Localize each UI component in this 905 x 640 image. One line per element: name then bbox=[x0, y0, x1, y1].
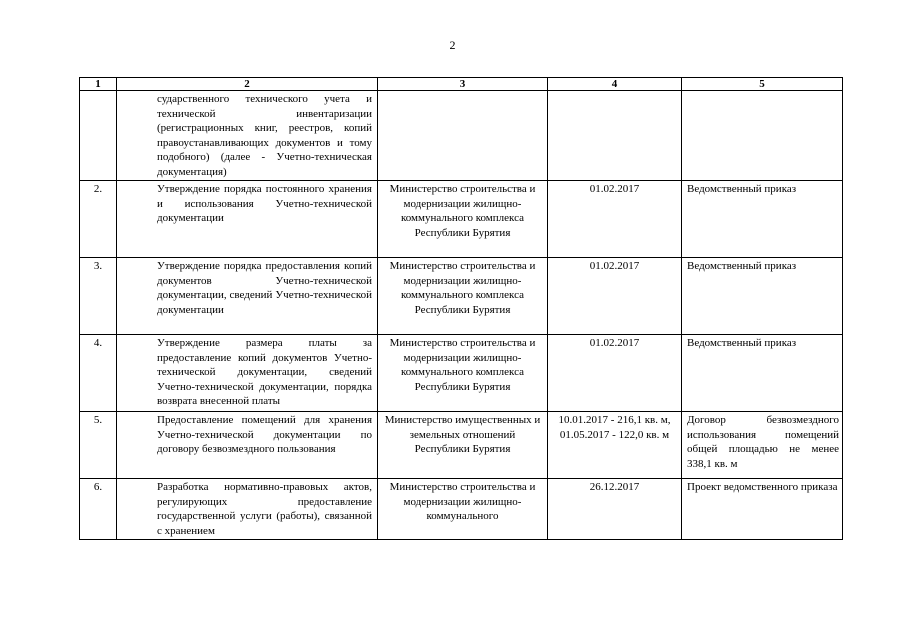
column-header: 2 bbox=[117, 78, 378, 91]
row-date: 10.01.2017 - 216,1 кв. м, 01.05.2017 - 122,0 кв. м bbox=[548, 412, 682, 479]
table-row bbox=[80, 181, 843, 258]
table-row bbox=[80, 258, 843, 335]
row-number: 5. bbox=[80, 412, 117, 479]
row-result: Договор безвозмездного использования помещений общей площадью не менее 338,1 кв. м bbox=[682, 412, 843, 479]
row-responsible: Министерство строительства и модернизации жилищно-коммунального комплекса Республики Бурятия bbox=[378, 181, 548, 258]
row-responsible: Министерство имущественных и земельных отношений Республики Бурятия bbox=[378, 412, 548, 479]
table-header-row bbox=[80, 78, 843, 91]
row-date: 01.02.2017 bbox=[548, 258, 682, 335]
row-result bbox=[682, 91, 843, 181]
row-measure-text: Утверждение размера платы за предоставление копий документов Учетно-технической документации, сведений Учетно-технической документации, порядка возврата внесенной платы bbox=[117, 335, 378, 412]
row-number: 4. bbox=[80, 335, 117, 412]
page-number: 2 bbox=[449, 38, 456, 52]
row-result: Ведомственный приказ bbox=[682, 335, 843, 412]
row-result: Ведомственный приказ bbox=[682, 181, 843, 258]
row-measure-text: Разработка нормативно-правовых актов, регулирующих предоставление государственной услуги (работы), связанной с хранением bbox=[117, 479, 378, 540]
column-header: 5 bbox=[682, 78, 843, 91]
row-date bbox=[548, 91, 682, 181]
row-date: 26.12.2017 bbox=[548, 479, 682, 540]
row-measure-text: Предоставление помещений для хранения Учетно-технической документации по договору безвозмездного пользования bbox=[117, 412, 378, 479]
row-measure-text: Утверждение порядка предоставления копий документов Учетно-технической документации, сведений Учетно-технической документации bbox=[117, 258, 378, 335]
row-responsible: Министерство строительства и модернизации жилищно-коммунального bbox=[378, 479, 548, 540]
row-number bbox=[80, 91, 117, 181]
row-responsible: Министерство строительства и модернизации жилищно-коммунального комплекса Республики Бурятия bbox=[378, 335, 548, 412]
row-number: 3. bbox=[80, 258, 117, 335]
table-row bbox=[80, 91, 843, 181]
row-number: 2. bbox=[80, 181, 117, 258]
column-header: 1 bbox=[80, 78, 117, 91]
plan-table bbox=[79, 77, 843, 540]
row-result: Проект ведомственного приказа bbox=[682, 479, 843, 540]
row-number: 6. bbox=[80, 479, 117, 540]
column-header: 3 bbox=[378, 78, 548, 91]
page-bottom-margin bbox=[0, 568, 905, 640]
row-date: 01.02.2017 bbox=[548, 335, 682, 412]
table-row bbox=[80, 479, 843, 540]
table-row bbox=[80, 412, 843, 479]
row-date: 01.02.2017 bbox=[548, 181, 682, 258]
row-measure-text: сударственного технического учета и технической инвентаризации (регистрационных книг, реестров, копий правоустанавливающих документов и тому подобного) (далее - Учетно-техническая документация) bbox=[117, 91, 378, 181]
row-result: Ведомственный приказ bbox=[682, 258, 843, 335]
row-measure-text: Утверждение порядка постоянного хранения и использования Учетно-технической документации bbox=[117, 181, 378, 258]
table-row bbox=[80, 335, 843, 412]
row-responsible bbox=[378, 91, 548, 181]
column-header: 4 bbox=[548, 78, 682, 91]
row-responsible: Министерство строительства и модернизации жилищно-коммунального комплекса Республики Бурятия bbox=[378, 258, 548, 335]
